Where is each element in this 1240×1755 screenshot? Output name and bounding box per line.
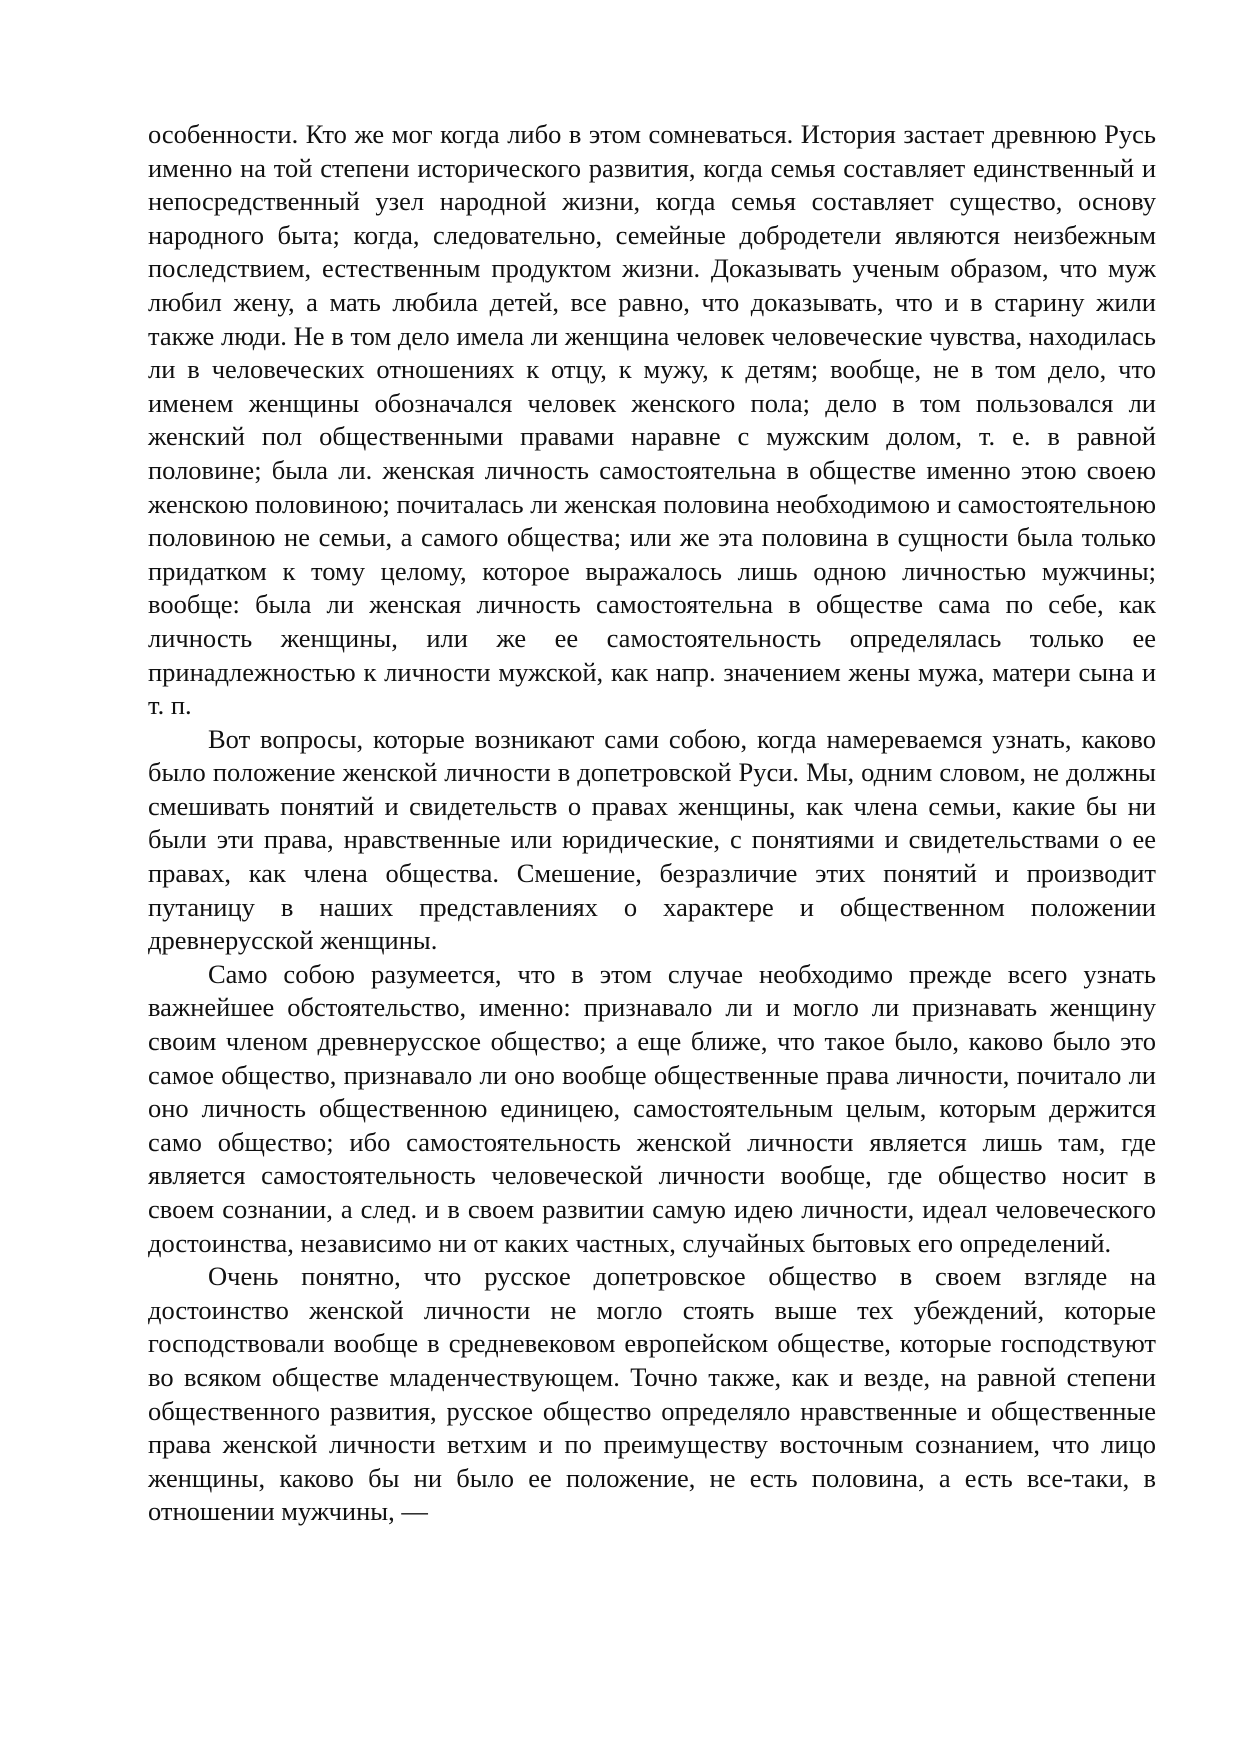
paragraph-1: особенности. Кто же мог когда либо в этом сомневаться. История застает древнюю Русь именно на той степени исторического развития, когда семья составляет единственный и непосредственный узел народной жизни, когда семья составляет существо, основу народного быта; когда, следовательно, семейные добродетели являются неизбежным последствием, естественным продуктом жизни. Доказывать ученым образом, что муж любил жену, а мать любила детей, все равно, что доказывать, что и в старину жили также люди. Не в том дело имела ли женщина человек человеческие чувства, находилась ли в человеческих отношениях к отцу, к мужу, к детям; вообще, не в том дело, что именем женщины обозначался человек женского пола; дело в том пользовался ли женский пол общественными правами наравне с мужским долом, т. е. в равной половине; была ли. женская личность самостоятельна в обществе именно этою своею женскою половиною; почиталась ли женская половина необходимою и самостоятельною половиною не семьи, а самого общества; или же эта половина в сущности была только придатком к тому целому, которое выражалось лишь одною личностью мужчины; вообще: была ли женская личность самостоятельна в обществе сама по себе, как личность женщины, или же ее самостоятельность определялась только ее принадлежностью к личности мужской, как напр. значением жены мужа, матери сына и т. п.: [148, 119, 1156, 721]
document-page: [148, 118, 1156, 1529]
paragraph-2: Вот вопросы, которые возникают сами собою, когда намереваемся узнать, каково было положение женской личности в допетровской Руси. Мы, одним словом, не должны смешивать понятий и свидетельств о правах женщины, как члена семьи, какие бы ни были эти права, нравственные или юридические, с понятиями и свидетельствами о ее правах, как члена общества. Смешение, безразличие этих понятий и производит путаницу в наших представлениях о характере и общественном положении древнерусской женщины.: [148, 723, 1156, 956]
paragraph-3: Само собою разумеется, что в этом случае необходимо прежде всего узнать важнейшее обстоятельство, именно: признавало ли и могло ли признавать женщину своим членом древнерусское общество; а еще ближе, что такое было, каково было это самое общество, признавало ли оно вообще общественные права личности, почитало ли оно личность общественною единицею, самостоятельным целым, которым держится само общество; ибо самостоятельность женской личности является лишь там, где является самостоятельность человеческой личности вообще, где общество носит в своем сознании, а след. и в своем развитии самую идею личности, идеал человеческого достоинства, независимо ни от каких частных, случайных бытовых его определений.: [148, 958, 1156, 1258]
paragraph-4: Очень понятно, что русское допетровское общество в своем взгляде на достоинство женской личности не могло стоять выше тех убеждений, которые господствовали вообще в средневековом европейском обществе, которые господствуют во всяком обществе младенчествующем. Точно также, как и везде, на равной степени общественного развития, русское общество определяло нравственные и общественные права женской личности ветхим и по преимуществу восточным сознанием, что лицо женщины, каково бы ни было ее положение, не есть половина, а есть все-таки, в отношении мужчины, —: [148, 1261, 1156, 1527]
